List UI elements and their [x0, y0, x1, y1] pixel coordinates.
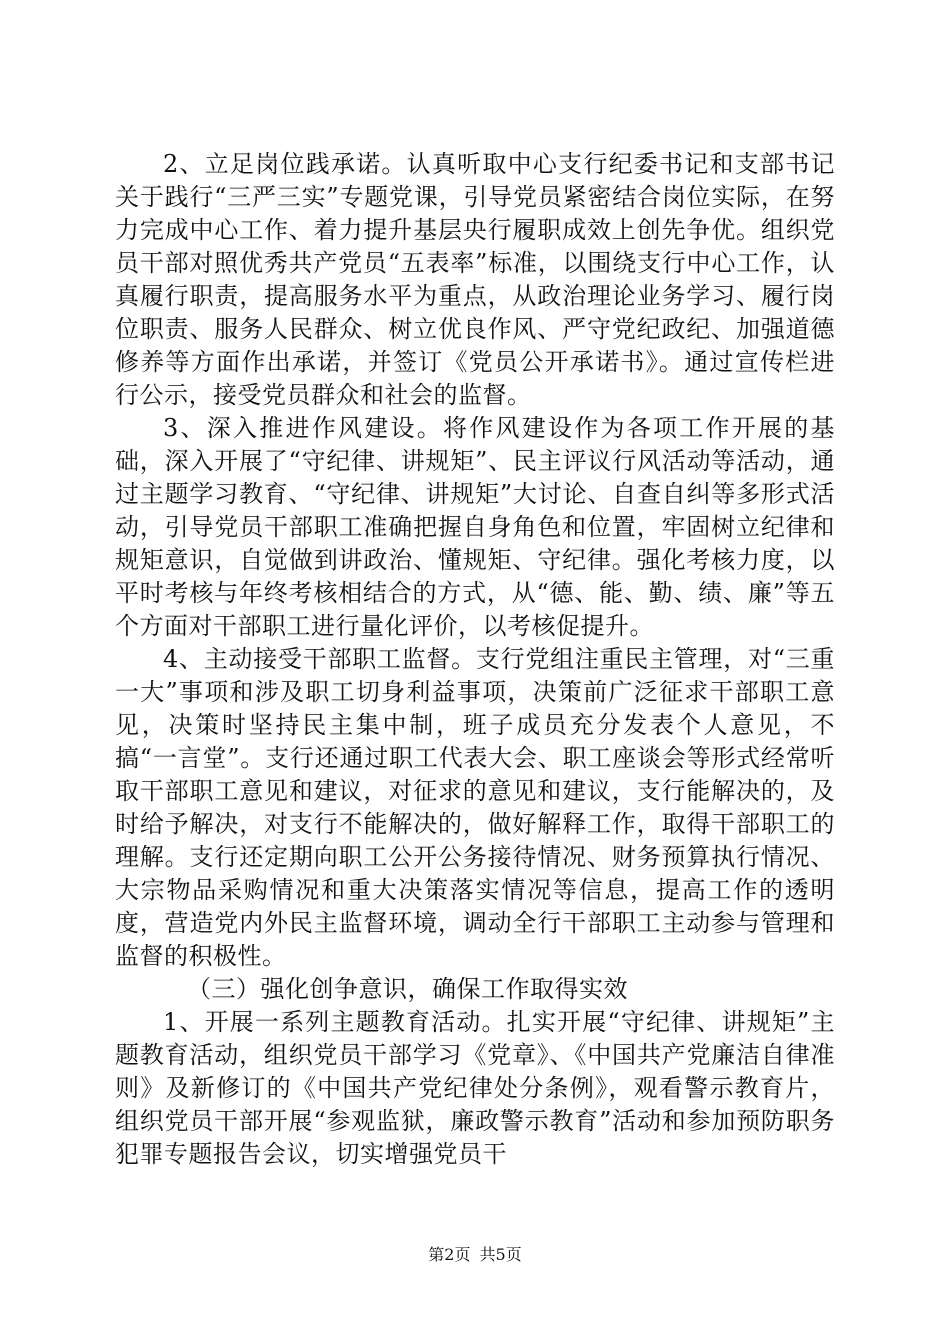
page-number: 第2页 [428, 1245, 471, 1264]
page-total: 共5页 [479, 1245, 522, 1264]
document-body [115, 148, 835, 1171]
paragraph-work-style: 3、深入推进作风建设。将作风建设作为各项工作开展的基础，深入开展了“守纪律、讲规矩”、民主评议行风活动等活动，通过主题学习教育、“守纪律、讲规矩”大讨论、自查自纠等多形式活动，引导党员干部职工准确把握自身角色和位置，牢固树立纪律和规矩意识，自觉做到讲政治、懂规矩、守纪律。强化考核力度，以平时考核与年终考核相结合的方式，从“德、能、勤、绩、廉”等五个方面对干部职工进行量化评价，以考核促提升。 [115, 414, 835, 640]
paragraph-commitment: 2、立足岗位践承诺。认真听取中心支行纪委书记和支部书记关于践行“三严三实”专题党课，引导党员紧密结合岗位实际，在努力完成中心工作、着力提升基层央行履职成效上创先争优。组织党员干部对照优秀共产党员“五表率”标准，以围绕支行中心工作，认真履行职责，提高服务水平为重点，从政治理论业务学习、履行岗位职责、服务人民群众、树立优良作风、严守党纪政纪、加强道德修养等方面作出承诺，并签订《党员公开承诺书》。通过宣传栏进行公示，接受党员群众和社会的监督。 [115, 150, 835, 409]
page-footer [0, 1245, 950, 1265]
paragraph-supervision: 4、主动接受干部职工监督。支行党组注重民主管理，对“三重一大”事项和涉及职工切身利益事项，决策前广泛征求干部职工意见，决策时坚持民主集中制，班子成员充分发表个人意见，不搞“一言堂”。支行还通过职工代表大会、职工座谈会等形式经常听取干部职工意见和建议，对征求的意见和建议，支行能解决的，及时给予解决，对支行不能解决的，做好解释工作，取得干部职工的理解。支行还定期向职工公开公务接待情况、财务预算执行情况、大宗物品采购情况和重大决策落实情况等信息，提高工作的透明度，营造党内外民主监督环境，调动全行干部职工主动参与管理和监督的积极性。 [115, 645, 835, 970]
paragraph-education: 1、开展一系列主题教育活动。扎实开展“守纪律、讲规矩”主题教育活动，组织党员干部学习《党章》、《中国共产党廉洁自律准则》及新修订的《中国共产党纪律处分条例》，观看警示教育片，组织党员干部开展“参观监狱，廉政警示教育”活动和参加预防职务犯罪专题报告会议，切实增强党员干 [115, 1008, 835, 1168]
section-heading: （三）强化创争意识，确保工作取得实效 [187, 975, 628, 1003]
